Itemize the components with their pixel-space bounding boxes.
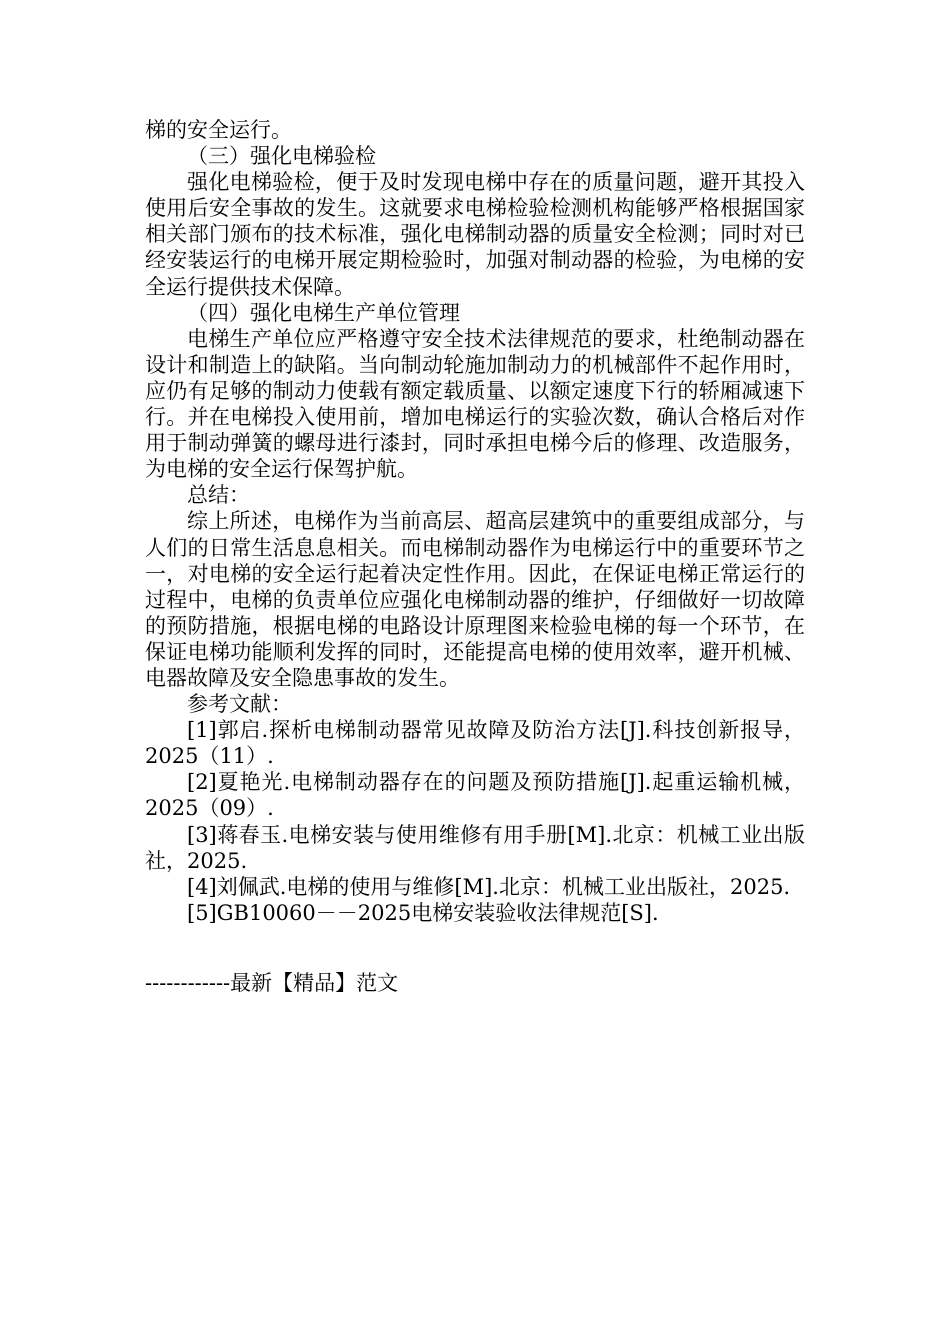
paragraph-summary: 综上所述，电梯作为当前高层、超高层建筑中的重要组成部分，与人们的日常生活息息相关。而电梯制动器作为电梯运行中的重要环节之一，对电梯的安全运行起着决定性作用。因此，在保证电梯正常运行的过程中，电梯的负责单位应强化电梯制动器的维护，仔细做好一切故障的预防措施，根据电梯的电路设计原理图来检验电梯的每一个环节，在保证电梯功能顺利发挥的同时，还能提高电梯的使用效率，避开机械、电器故障及安全隐患事故的发生。 (145, 509, 805, 690)
reference-item-2: [2]夏艳光.电梯制动器存在的问题及预防措施[J].起重运输机械，2025（09）. (145, 770, 805, 821)
references-heading: 参考文献： (187, 692, 292, 717)
reference-item-3: [3]蒋春玉.电梯安装与使用维修有用手册[M].北京：机械工业出版社，2025. (145, 822, 805, 873)
reference-item-4: [4]刘佩武.电梯的使用与维修[M].北京：机械工业出版社，2025. (187, 874, 791, 899)
paragraph-manufacturer: 电梯生产单位应严格遵守安全技术法律规范的要求，杜绝制动器在设计和制造上的缺陷。当向制动轮施加制动力的机械部件不起作用时，应仍有足够的制动力使载有额定载质量、以额定速度下行的轿厢减速下行。并在电梯投入使用前，增加电梯运行的实验次数，确认合格后对作用于制动弹簧的螺母进行漆封，同时承担电梯今后的修理、改造服务，为电梯的安全运行保驾护航。 (145, 326, 805, 482)
section-heading-3: （三）强化电梯验检 (187, 144, 376, 169)
section-heading-4: （四）强化电梯生产单位管理 (187, 300, 460, 325)
footer-text: ------------最新【精品】范文 (145, 971, 399, 995)
paragraph-inspection: 强化电梯验检，便于及时发现电梯中存在的质量问题，避开其投入使用后安全事故的发生。这就要求电梯检验检测机构能够严格根据国家相关部门颁布的技术标准，强化电梯制动器的质量安全检测；同时对已经安装运行的电梯开展定期检验时，加强对制动器的检验，为电梯的安全运行提供技术保障。 (145, 170, 805, 299)
reference-item-5: [5]GB10060－－2025电梯安装验收法律规范[S]. (187, 900, 659, 925)
document-body (145, 117, 805, 926)
paragraph-continuation: 梯的安全运行。 (145, 118, 292, 142)
reference-item-1: [1]郭启.探析电梯制动器常见故障及防治方法[J].科技创新报导，2025（11）. (145, 718, 805, 769)
summary-heading: 总结： (187, 483, 250, 508)
